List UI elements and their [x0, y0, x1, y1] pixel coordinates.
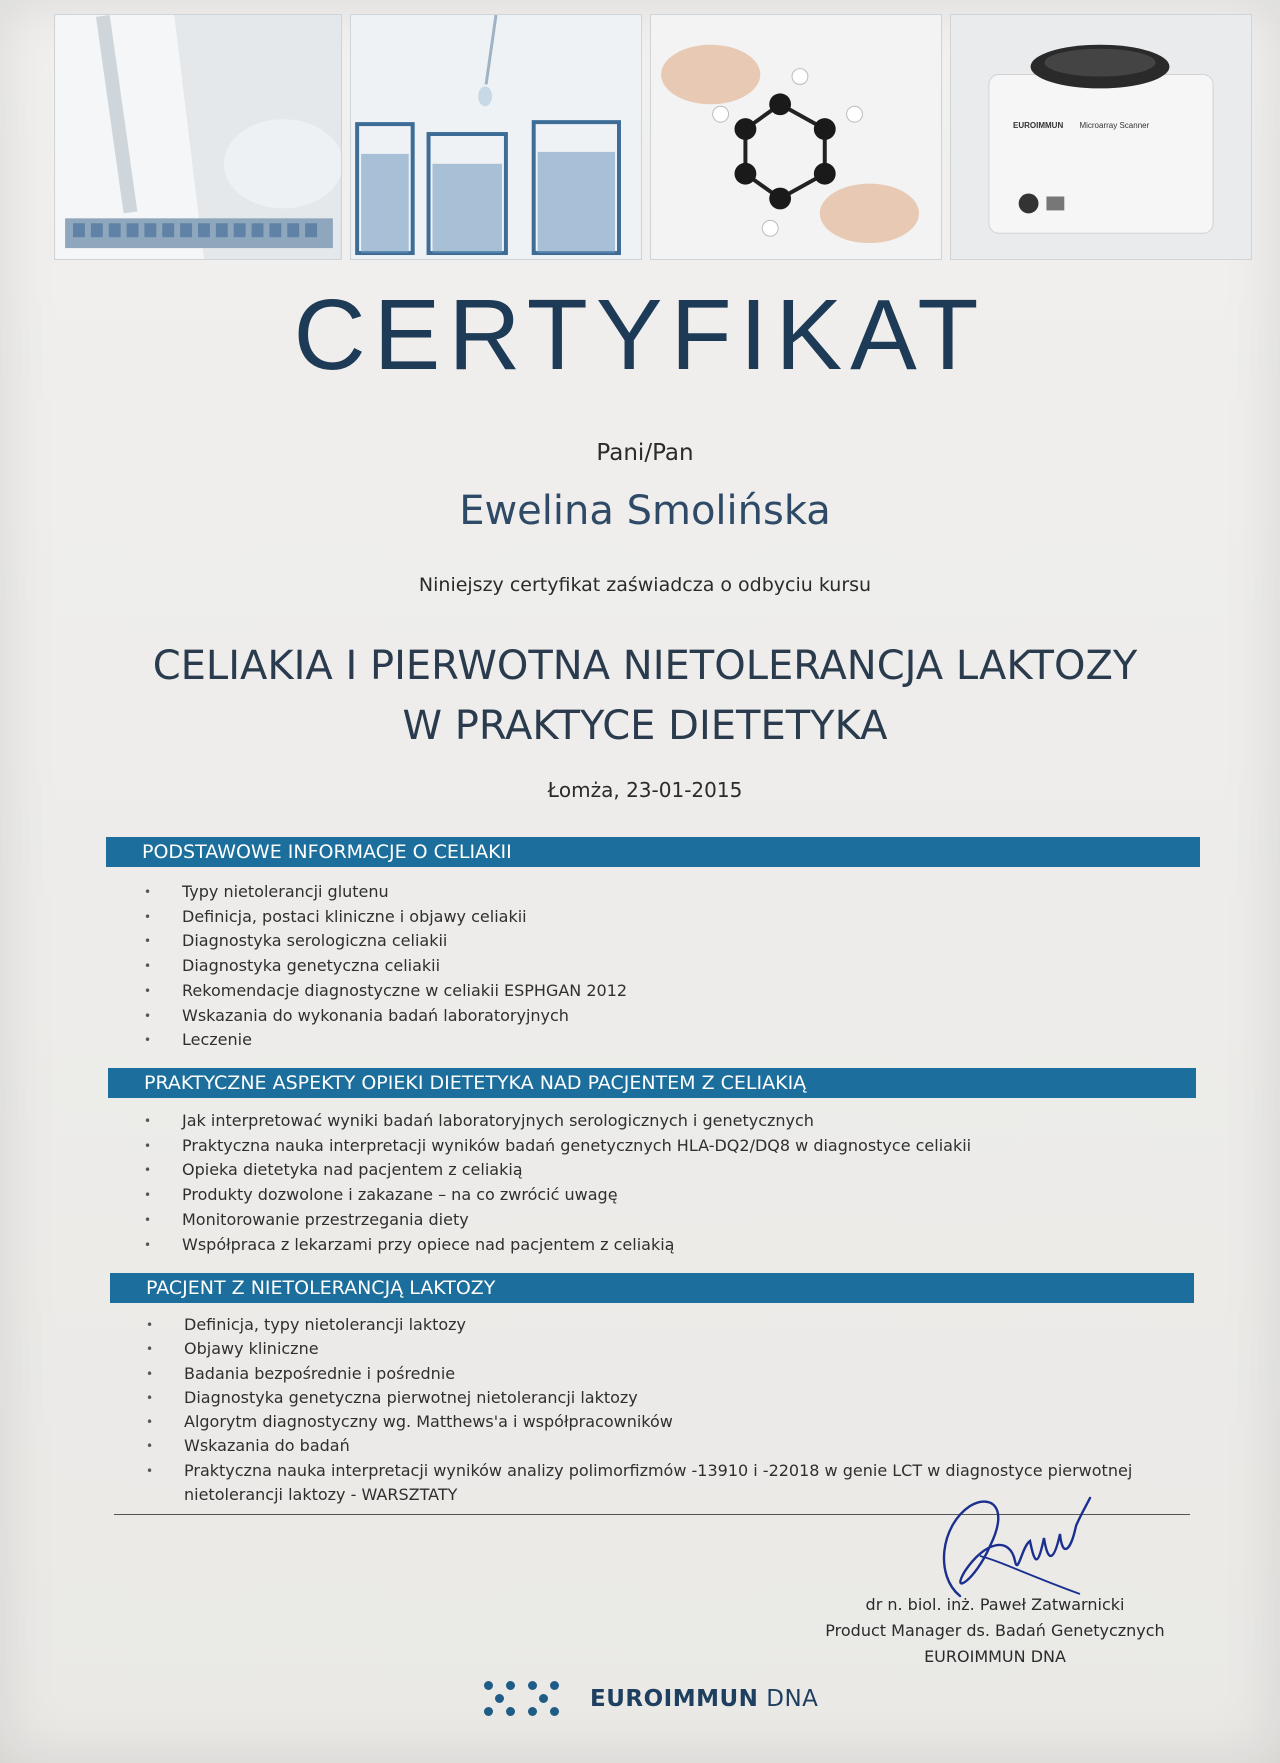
signatory-name: dr n. biol. inż. Paweł Zatwarnicki — [865, 1595, 1125, 1614]
course-title-line1: CELIAKIA I PIERWOTNA NIETOLERANCJA LAKTOZY — [152, 643, 1138, 689]
scanner-illustration — [951, 15, 1251, 259]
list-item: • Produkty dozwolone i zakazane – na co zwrócić uwagę — [144, 1183, 1194, 1208]
logo-brand: EUROIMMUN — [590, 1686, 759, 1712]
photo-microarray-scanner — [950, 14, 1252, 260]
logo-dots-icon — [480, 1675, 576, 1723]
list-item: • Wskazania do badań — [146, 1434, 1176, 1458]
certificate-title: CERTYFIKAT — [293, 279, 987, 391]
photo-strip — [54, 14, 1252, 260]
list-item: • Współpraca z lekarzami przy opiece nad pacjentem z celiakią — [144, 1233, 1194, 1258]
molecule-illustration — [651, 15, 941, 259]
logo-suffix: DNA — [766, 1686, 819, 1712]
pipette-illustration — [55, 15, 341, 259]
certificate-statement: Niniejszy certyfikat zaświadcza o odbyciu kursu — [418, 574, 872, 596]
list-item: • Objawy kliniczne — [146, 1337, 1176, 1361]
list-item: • Opieka dietetyka nad pacjentem z celiakią — [144, 1158, 1194, 1183]
course-title-line2: W PRAKTYCE DIETETYKA — [402, 703, 888, 749]
list-item: • Leczenie — [144, 1028, 1194, 1053]
list-item: • Diagnostyka genetyczna pierwotnej nietolerancji laktozy — [146, 1386, 1176, 1410]
list-item: • Typy nietolerancji glutenu — [144, 880, 1194, 905]
photo-molecule-model — [650, 14, 942, 260]
scanner-label — [1013, 121, 1149, 130]
section-list-lactose-intolerance — [146, 1313, 1176, 1507]
list-item: • Monitorowanie przestrzegania diety — [144, 1208, 1194, 1233]
list-item: • Wskazania do wykonania badań laboratoryjnych — [144, 1004, 1194, 1029]
list-item: • Definicja, typy nietolerancji laktozy — [146, 1313, 1176, 1337]
salutation: Pani/Pan — [596, 440, 694, 466]
place-date: Łomża, 23-01-2015 — [547, 778, 743, 802]
photo-pipette-lab — [54, 14, 342, 260]
photo-glass-tubes — [350, 14, 642, 260]
scanner-model: Microarray Scanner — [1079, 121, 1150, 130]
section-heading-celiac-basics: PODSTAWOWE INFORMACJE O CELIAKII — [106, 837, 1200, 867]
logo-wordmark — [590, 1686, 818, 1712]
glass-tubes-illustration — [351, 15, 641, 259]
recipient-name: Ewelina Smolińska — [459, 488, 831, 534]
list-item: • Definicja, postaci kliniczne i objawy celiakii — [144, 905, 1194, 930]
company-logo — [480, 1674, 818, 1724]
section-list-celiac-basics — [144, 880, 1194, 1053]
section-heading-dietitian-care: PRAKTYCZNE ASPEKTY OPIEKI DIETETYKA NAD PACJENTEM Z CELIAKIĄ — [108, 1068, 1196, 1098]
section-heading-lactose-intolerance: PACJENT Z NIETOLERANCJĄ LAKTOZY — [110, 1273, 1194, 1303]
signatory-block — [820, 1592, 1170, 1670]
signatory-company: EUROIMMUN DNA — [924, 1647, 1066, 1666]
list-item: • Praktyczna nauka interpretacji wyników badań genetycznych HLA-DQ2/DQ8 w diagnostyce celiakii — [144, 1134, 1194, 1159]
section-list-dietitian-care — [144, 1109, 1194, 1257]
list-item: • Jak interpretować wyniki badań laboratoryjnych serologicznych i genetycznych — [144, 1109, 1194, 1134]
list-item: • Diagnostyka genetyczna celiakii — [144, 954, 1194, 979]
course-title — [0, 636, 1280, 756]
list-item: • Badania bezpośrednie i pośrednie — [146, 1362, 1176, 1386]
list-item: • Algorytm diagnostyczny wg. Matthews'a i współpracowników — [146, 1410, 1176, 1434]
scanner-brand: EUROIMMUN — [1013, 121, 1064, 130]
list-item: • Rekomendacje diagnostyczne w celiakii ESPHGAN 2012 — [144, 979, 1194, 1004]
signatory-role: Product Manager ds. Badań Genetycznych — [825, 1621, 1165, 1640]
list-item: • Diagnostyka serologiczna celiakii — [144, 929, 1194, 954]
list-item: • Praktyczna nauka interpretacji wyników analizy polimorfizmów -13910 i -22018 w genie LCT w diagnostyce pierwotnej nietolerancji laktozy - WARSZTATY — [146, 1459, 1176, 1508]
